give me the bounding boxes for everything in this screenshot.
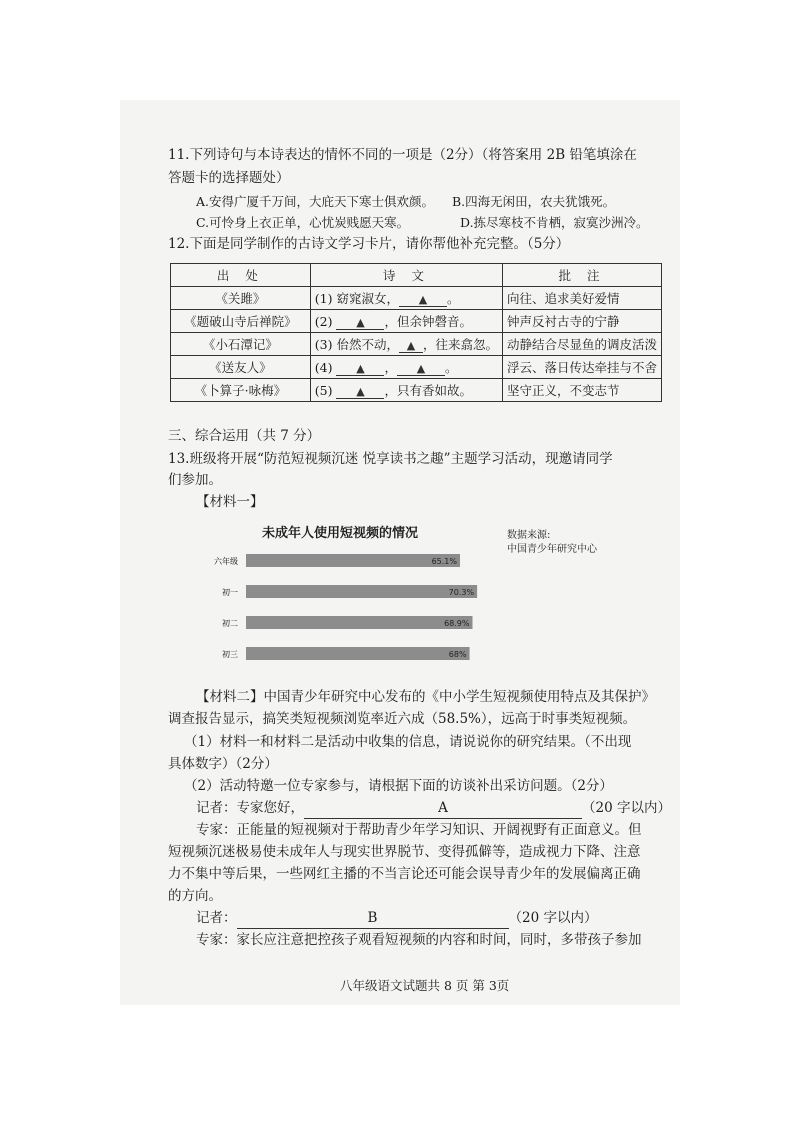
answer-blank: ▲: [397, 360, 445, 376]
bar: [246, 647, 470, 660]
bar-chart: [200, 548, 520, 668]
row-poem: (5) ▲ ，只有香如故。: [310, 379, 502, 402]
answer-blank: ▲: [399, 291, 447, 307]
category-label: 初二: [222, 619, 238, 628]
q11-option-b: B.四海无闲田，农夫犹饿死。: [452, 194, 616, 209]
category-label: 初三: [222, 650, 238, 659]
expert-answer-2-line1: 专家：家长应注意把控孩子观看短视频的内容和时间，同时，多带孩子参加: [196, 932, 642, 948]
poetry-study-card: [170, 263, 662, 402]
answer-line-a[interactable]: A: [304, 798, 582, 819]
answer-blank: ▲: [399, 337, 423, 353]
row-source: 《送友人》: [171, 356, 311, 379]
q11-option-c: C.可怜身上衣正单，心忧炭贱愿天寒。: [196, 215, 410, 230]
value-label: 65.1%: [431, 557, 458, 566]
header-note: 批 注: [502, 264, 661, 287]
row-source: 《关雎》: [171, 287, 311, 310]
card-header-row: [171, 264, 662, 287]
bar: [246, 554, 460, 567]
row-note: 钟声反衬古寺的宁静: [502, 310, 661, 333]
section3-title: 三、综合运用（共 7 分）: [168, 428, 321, 444]
bar: [246, 585, 477, 598]
row-note: 坚守正义，不变志节: [502, 379, 661, 402]
material2-line2: 调查报告显示，搞笑类短视频浏览率近六成（58.5%），远高于时事类短视频。: [168, 711, 637, 727]
q11-stem-line2: 答题卡的选择题处）: [168, 170, 290, 186]
sub2-stem: （2）活动特邀一位专家参与，请根据下面的访谈补出采访问题。（2分）: [184, 778, 613, 794]
header-poem: 诗 文: [310, 264, 502, 287]
row-note: 向往、追求美好爱情: [502, 287, 661, 310]
material1-label: 【材料一】: [196, 494, 264, 510]
row-note: 浮云、落日传达牵挂与不舍: [502, 356, 661, 379]
reporter-question-a: 记者：专家您好， A （20 字以内）: [196, 798, 671, 819]
answer-blank: ▲: [336, 360, 384, 376]
reporter-question-b: 记者： B （20 字以内）: [196, 908, 597, 929]
expert-answer-1-line4: 的方向。: [168, 888, 222, 904]
q11-option-d: D.拣尽寒枝不肯栖，寂寞沙洲冷。: [460, 215, 649, 230]
card-row: [171, 379, 662, 402]
expert-answer-1-line1: 专家：正能量的短视频对于帮助青少年学习知识、开阔视野有正面意义。但: [196, 822, 642, 838]
row-source: 《题破山寺后禅院》: [171, 310, 311, 333]
row-source: 《卜算子·咏梅》: [171, 379, 311, 402]
category-label: 六年级: [214, 557, 238, 566]
category-label: 初一: [222, 588, 238, 597]
row-poem: (4) ▲ ， ▲ 。: [310, 356, 502, 379]
sub1-line2: 具体数字）（2分）: [168, 756, 278, 772]
q11-option-a: A.安得广厦千万间，大庇天下寒士俱欢颜。: [196, 194, 435, 209]
header-source: 出 处: [171, 264, 311, 287]
q13-stem-line2: 们参加。: [168, 472, 222, 488]
row-source: 《小石潭记》: [171, 333, 311, 356]
card-row: [171, 356, 662, 379]
row-poem: (1) 窈窕淑女， ▲ 。: [310, 287, 502, 310]
card-row: [171, 333, 662, 356]
chart-source-label: 数据来源:: [507, 530, 551, 541]
expert-answer-1-line3: 力不集中等后果，一些网红主播的不当言论还可能会误导青少年的发展偏离正确: [168, 866, 641, 882]
card-row: [171, 310, 662, 333]
q11-stem-line1: 11.下列诗句与本诗表达的情怀不同的一项是（2分）（将答案用 2B 铅笔填涂在: [168, 147, 637, 163]
answer-blank: ▲: [336, 383, 384, 399]
value-label: 68.9%: [444, 619, 470, 628]
value-label: 70.3%: [448, 588, 475, 597]
material2-line1: 【材料二】中国青少年研究中心发布的《中小学生短视频使用特点及其保护》: [196, 689, 655, 705]
row-note: 动静结合尽显鱼的调皮活泼: [502, 333, 661, 356]
q12-stem: 12.下面是同学制作的古诗文学习卡片，请你帮他补充完整。（5分）: [168, 236, 570, 252]
q13-stem-line1: 13.班级将开展“防范短视频沉迷 悦享读书之趣”主题学习活动，现邀请同学: [168, 451, 613, 467]
chart-source-name: 中国青少年研究中心: [507, 544, 597, 555]
sub1-line1: （1）材料一和材料二是活动中收集的信息，请说说你的研究结果。（不出现: [184, 734, 632, 750]
expert-answer-1-line2: 短视频沉迷极易使未成年人与现实世界脱节、变得孤僻等，造成视力下降、注意: [168, 844, 641, 860]
row-poem: (2) ▲ ，但余钟磬音。: [310, 310, 502, 333]
chart-title: 未成年人使用短视频的情况: [262, 526, 419, 541]
row-poem: (3) 佁然不动， ▲ ，往来翕忽。: [310, 333, 502, 356]
value-label: 68%: [448, 650, 467, 659]
answer-blank: ▲: [336, 314, 384, 330]
card-row: [171, 287, 662, 310]
bar: [246, 616, 473, 629]
answer-line-b[interactable]: B: [237, 908, 509, 929]
page-footer: 八年级语文试题共 8 页 第 3页: [340, 978, 510, 993]
